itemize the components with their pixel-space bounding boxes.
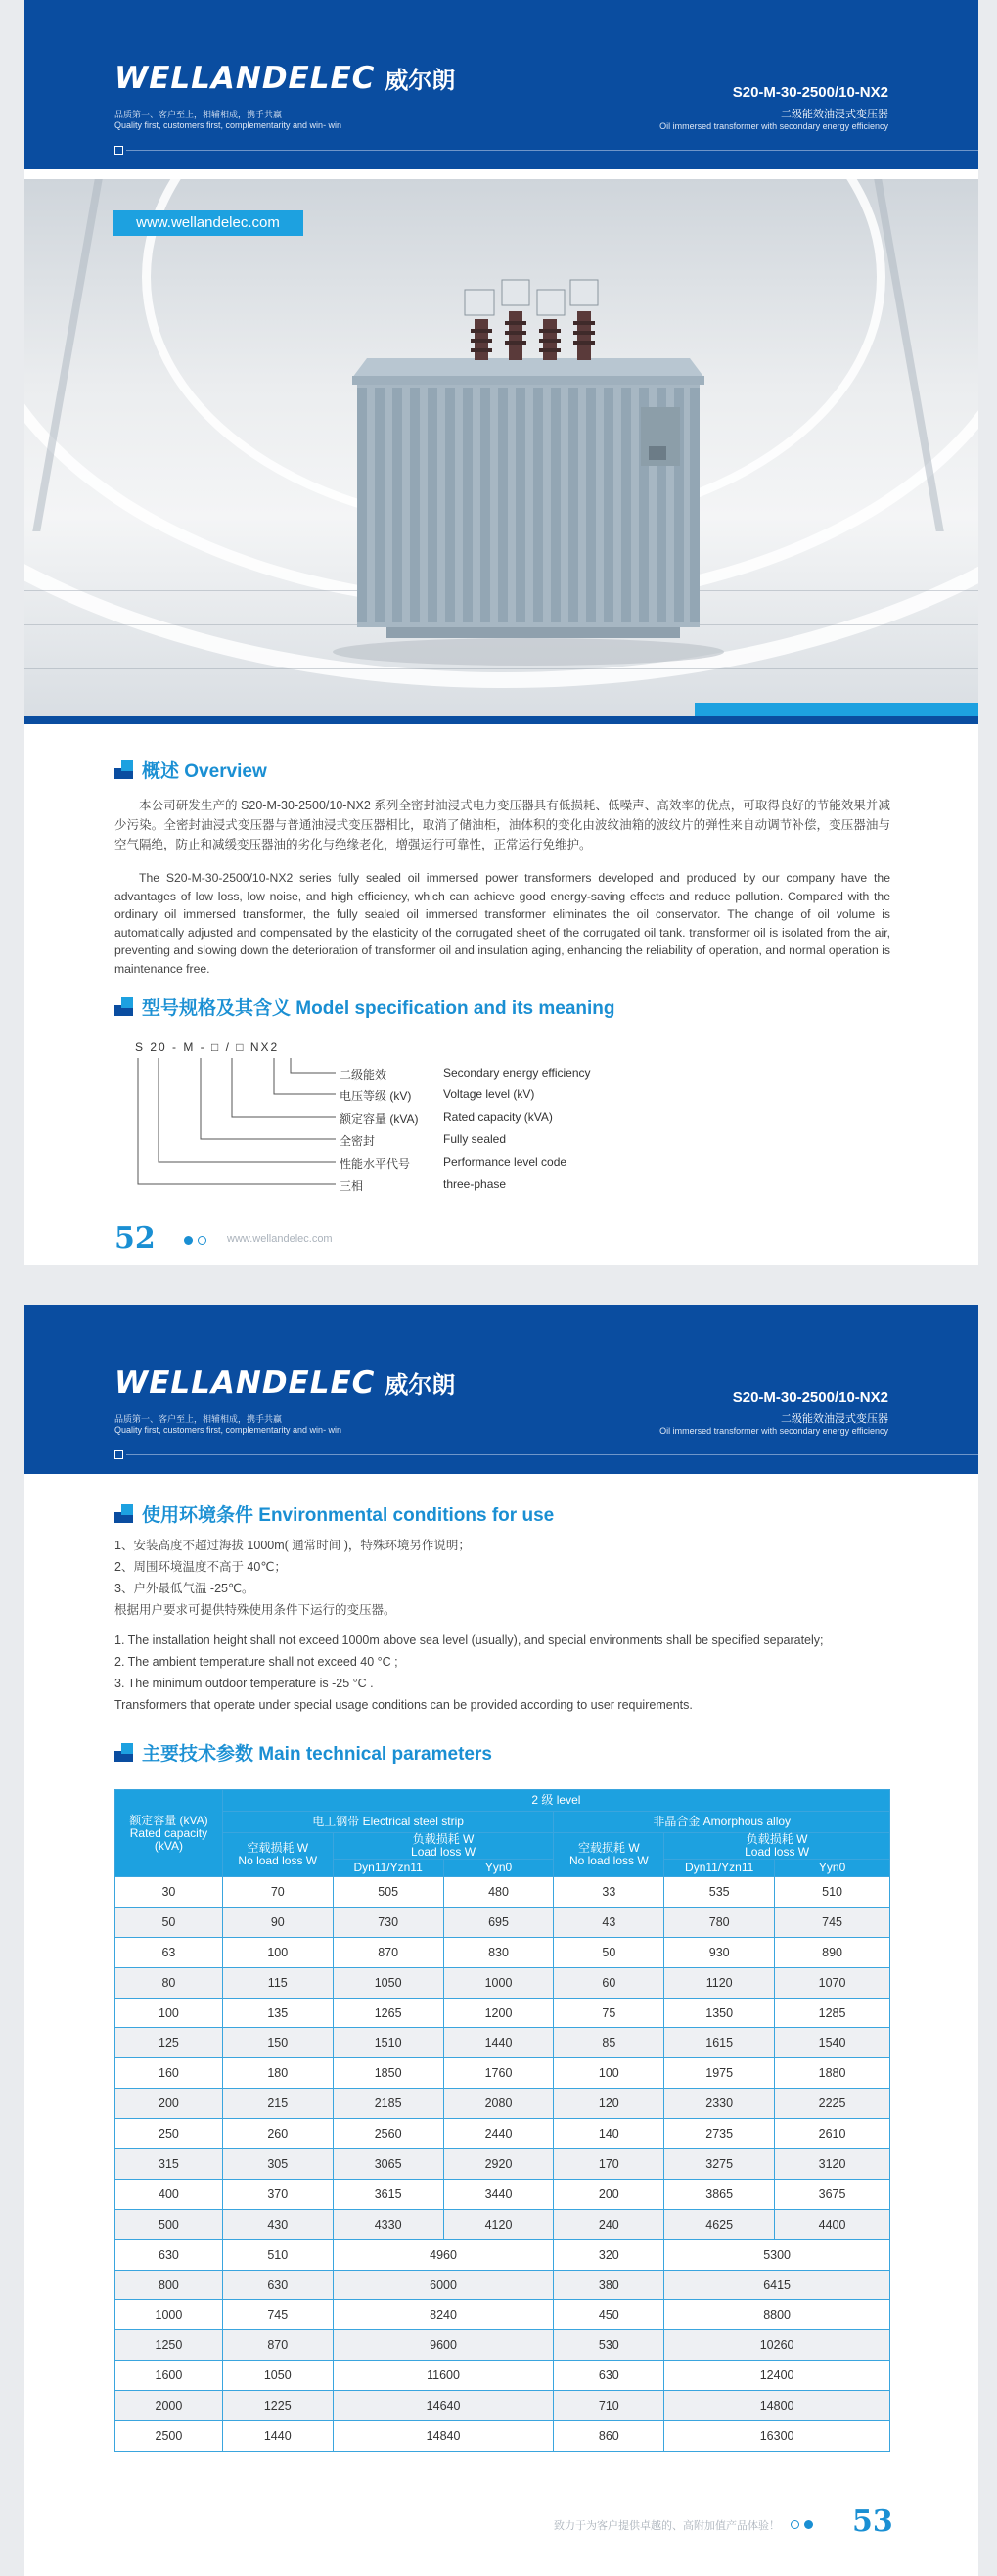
col-header-dyn-amorphous: Dyn11/Yzn11	[664, 1860, 775, 1877]
table-cell: 3675	[775, 2179, 890, 2209]
table-cell: 430	[222, 2209, 333, 2239]
col-header-no-load-steel: 空载损耗 W No load loss W	[222, 1833, 333, 1877]
table-cell: 1285	[775, 1998, 890, 2028]
logo-cn-text: 威尔朗	[385, 1371, 456, 1399]
table-cell: 1000	[115, 2300, 223, 2330]
table-cell: 1350	[664, 1998, 775, 2028]
table-cell: 630	[222, 2270, 333, 2300]
hero-bottom-bar	[24, 716, 978, 724]
model-spec-heading	[114, 993, 615, 1020]
table-cell: 3865	[664, 2179, 775, 2209]
table-cell: 400	[115, 2179, 223, 2209]
slogan-cn: 品质第一、客户至上，相辅相成，携手共赢	[114, 110, 283, 119]
product-code: S20-M-30-2500/10-NX2	[732, 1389, 888, 1405]
table-cell: 4960	[333, 2239, 554, 2270]
table-cell: 140	[554, 2119, 664, 2149]
table-cell: 50	[554, 1937, 664, 1967]
table-cell: 4625	[664, 2209, 775, 2239]
table-cell: 30	[115, 1877, 223, 1908]
table-row	[115, 2391, 890, 2421]
col-header-dyn-steel: Dyn11/Yzn11	[333, 1860, 443, 1877]
table-cell: 1510	[333, 2028, 443, 2058]
model-item-en: Performance level code	[443, 1155, 567, 1169]
table-cell: 9600	[333, 2330, 554, 2361]
hero-image	[24, 179, 978, 724]
table-row	[115, 2270, 890, 2300]
table-cell: 43	[554, 1907, 664, 1937]
header-divider	[126, 1454, 978, 1455]
section-icon	[114, 1504, 133, 1523]
product-name-cn: 二级能效油浸式变压器	[781, 109, 888, 120]
env-cn-line: 2、周围环境温度不高于 40℃；	[114, 1560, 287, 1574]
table-row	[115, 2119, 890, 2149]
model-item-cn: 额定容量 (kVA)	[340, 1112, 419, 1126]
table-cell: 1225	[222, 2391, 333, 2421]
overview-title: 概述 Overview	[142, 761, 267, 782]
table-cell: 150	[222, 2028, 333, 2058]
table-cell: 75	[554, 1998, 664, 2028]
col-header-capacity: 额定容量 (kVA) Rated capacity (kVA)	[115, 1790, 223, 1877]
model-spec-title: 型号规格及其含义 Model specification and its meaning	[142, 998, 615, 1019]
table-cell: 315	[115, 2149, 223, 2180]
model-item-en: Fully sealed	[443, 1132, 507, 1146]
table-cell: 930	[664, 1937, 775, 1967]
table-cell: 240	[554, 2209, 664, 2239]
model-code-string: S 20 - M - □ / □ NX2	[135, 1040, 280, 1054]
table-cell: 70	[222, 1877, 333, 1908]
table-cell: 6415	[664, 2270, 890, 2300]
table-cell: 510	[775, 1877, 890, 1908]
overview-en-text: The S20-M-30-2500/10-NX2 series fully sealed oil immersed power transformers developed and produced by our company have the advantages of low loss, low noise, and high efficiency, which can achieve good energy-saving effects and reduce pollution. Compared with the ordinary oil immersed transformer, the fully sealed oil immersed transformer eliminates the oil conservator. The change of oil volume is automatically adjusted and compensated by the elasticity of the corrugated sheet of the corrugated oil tank. transformer oil is isolated from the air, preventing and slowing down the deterioration of transformer oil and insulation aging, enhancing the reliability of operation, and normal operation is maintenance free.	[114, 871, 890, 976]
product-name-cn: 二级能效油浸式变压器	[781, 1413, 888, 1425]
overview-heading	[114, 757, 267, 783]
logo-text: WELLANDELEC	[114, 1365, 376, 1401]
table-body	[115, 1877, 890, 2452]
table-cell: 2500	[115, 2421, 223, 2452]
table-cell: 1050	[333, 1967, 443, 1998]
pager-dot-active	[804, 2520, 813, 2529]
pager-dot-active	[184, 1236, 193, 1245]
table-cell: 530	[554, 2330, 664, 2361]
product-name-en: Oil immersed transformer with secondary energy efficiency	[659, 1426, 888, 1436]
table-cell: 1000	[443, 1967, 554, 1998]
page-number: 52	[114, 1221, 156, 1256]
table-cell: 1120	[664, 1967, 775, 1998]
footer-slogan: 致力于为客户提供卓越的、高附加值产品体验！	[554, 2520, 780, 2532]
table-cell: 100	[115, 1998, 223, 2028]
product-name-en: Oil immersed transformer with secondary energy efficiency	[659, 121, 888, 131]
table-row	[115, 2209, 890, 2239]
table-row	[115, 2058, 890, 2089]
table-cell: 500	[115, 2209, 223, 2239]
table-cell: 2560	[333, 2119, 443, 2149]
col-header-level: 2 级 level	[222, 1790, 889, 1812]
transformer-illustration	[318, 251, 739, 671]
header-divider	[126, 150, 978, 151]
table-cell: 16300	[664, 2421, 890, 2452]
model-item-cn: 三相	[340, 1179, 364, 1193]
page-header	[24, 1305, 978, 1474]
table-row	[115, 2089, 890, 2119]
table-cell: 870	[222, 2330, 333, 2361]
section-icon	[114, 760, 133, 779]
col-header-yyn-amorphous: Yyn0	[775, 1860, 890, 1877]
table-cell: 320	[554, 2239, 664, 2270]
table-cell: 260	[222, 2119, 333, 2149]
table-cell: 135	[222, 1998, 333, 2028]
table-cell: 830	[443, 1937, 554, 1967]
table-row	[115, 2330, 890, 2361]
table-cell: 11600	[333, 2361, 554, 2391]
table-cell: 100	[222, 1937, 333, 1967]
section-icon	[114, 1743, 133, 1762]
table-cell: 90	[222, 1907, 333, 1937]
table-cell: 2000	[115, 2391, 223, 2421]
table-cell: 2735	[664, 2119, 775, 2149]
brand-logo	[114, 1365, 455, 1401]
col-header-yyn-steel: Yyn0	[443, 1860, 554, 1877]
table-cell: 6000	[333, 2270, 554, 2300]
table-cell: 710	[554, 2391, 664, 2421]
col-header-load-amorphous: 负载损耗 W Load loss W	[664, 1833, 890, 1860]
page-header	[24, 0, 978, 169]
model-item-en: Voltage level (kV)	[443, 1087, 535, 1101]
table-cell: 3275	[664, 2149, 775, 2180]
page-number: 53	[852, 2505, 893, 2539]
env-en-line: 1. The installation height shall not exceed 1000m above sea level (usually), and special environments shall be specified separately;	[114, 1633, 824, 1647]
table-cell: 510	[222, 2239, 333, 2270]
table-cell: 200	[554, 2179, 664, 2209]
brand-logo	[114, 61, 455, 96]
table-cell: 8240	[333, 2300, 554, 2330]
table-cell: 14800	[664, 2391, 890, 2421]
table-cell: 1880	[775, 2058, 890, 2089]
table-cell: 3615	[333, 2179, 443, 2209]
table-cell: 1540	[775, 2028, 890, 2058]
table-cell: 305	[222, 2149, 333, 2180]
logo-cn-text: 威尔朗	[385, 67, 456, 94]
table-row	[115, 1907, 890, 1937]
table-cell: 1600	[115, 2361, 223, 2391]
table-cell: 860	[554, 2421, 664, 2452]
slogan-cn: 品质第一、客户至上，相辅相成，携手共赢	[114, 1414, 283, 1424]
model-item-en: Rated capacity (kVA)	[443, 1110, 553, 1124]
table-cell: 60	[554, 1967, 664, 1998]
table-cell: 1050	[222, 2361, 333, 2391]
header-square-marker	[114, 1450, 123, 1459]
table-cell: 14840	[333, 2421, 554, 2452]
table-cell: 80	[115, 1967, 223, 1998]
table-cell: 50	[115, 1907, 223, 1937]
logo-text: WELLANDELEC	[114, 61, 376, 96]
table-cell: 535	[664, 1877, 775, 1908]
table-row	[115, 1937, 890, 1967]
table-cell: 115	[222, 1967, 333, 1998]
env-en-line: 2. The ambient temperature shall not exceed 40 °C ;	[114, 1655, 398, 1669]
table-cell: 2330	[664, 2089, 775, 2119]
table-cell: 1070	[775, 1967, 890, 1998]
table-cell: 1200	[443, 1998, 554, 2028]
table-cell: 14640	[333, 2391, 554, 2421]
table-row	[115, 1877, 890, 1908]
params-heading	[114, 1739, 492, 1766]
table-cell: 12400	[664, 2361, 890, 2391]
table-cell: 160	[115, 2058, 223, 2089]
model-item-cn: 全密封	[340, 1134, 376, 1148]
params-title: 主要技术参数 Main technical parameters	[142, 1744, 492, 1765]
table-row	[115, 2361, 890, 2391]
overview-cn-text: 本公司研发生产的 S20-M-30-2500/10-NX2 系列全密封油浸式电力变压器具有低损耗、低噪声、高效率的优点，可取得良好的节能效果并减少污染。全密封油浸式变压器与普通油浸式变压器相比，取消了储油柜，油体积的变化由波纹油箱的波纹片的弹性来自动调节补偿，变压器油与空气隔绝，防止和减缓变压器油的劣化与绝缘老化，增强运行可靠性，正常运行免维护。	[114, 799, 890, 851]
table-row	[115, 2300, 890, 2330]
environment-title: 使用环境条件 Environmental conditions for use	[142, 1505, 555, 1526]
table-row	[115, 2421, 890, 2452]
col-header-steel: 电工钢带 Electrical steel strip	[222, 1812, 554, 1833]
table-cell: 1265	[333, 1998, 443, 2028]
table-cell: 8800	[664, 2300, 890, 2330]
environment-heading	[114, 1500, 554, 1527]
table-cell: 33	[554, 1877, 664, 1908]
table-cell: 3065	[333, 2149, 443, 2180]
table-cell: 180	[222, 2058, 333, 2089]
slogan-en: Quality first, customers first, complementarity and win- win	[114, 1425, 342, 1435]
table-cell: 480	[443, 1877, 554, 1908]
table-cell: 450	[554, 2300, 664, 2330]
table-cell: 745	[775, 1907, 890, 1937]
pager-dot	[198, 1236, 206, 1245]
env-en-line: 3. The minimum outdoor temperature is -25 °C .	[114, 1677, 374, 1690]
table-row	[115, 2179, 890, 2209]
table-row	[115, 2028, 890, 2058]
table-cell: 780	[664, 1907, 775, 1937]
col-header-no-load-amorphous: 空载损耗 W No load loss W	[554, 1833, 664, 1877]
table-cell: 63	[115, 1937, 223, 1967]
table-cell: 800	[115, 2270, 223, 2300]
table-cell: 380	[554, 2270, 664, 2300]
table-cell: 890	[775, 1937, 890, 1967]
catalog-page-52	[24, 0, 978, 1265]
table-cell: 370	[222, 2179, 333, 2209]
col-header-load-steel: 负载损耗 W Load loss W	[333, 1833, 554, 1860]
table-cell: 1850	[333, 2058, 443, 2089]
table-row	[115, 1967, 890, 1998]
table-cell: 1440	[222, 2421, 333, 2452]
table-cell: 630	[554, 2361, 664, 2391]
pager-dot	[791, 2520, 799, 2529]
technical-parameters-table	[114, 1789, 890, 2452]
table-cell: 1615	[664, 2028, 775, 2058]
table-cell: 10260	[664, 2330, 890, 2361]
env-en-line: Transformers that operate under special usage conditions can be provided according to user requirements.	[114, 1698, 693, 1712]
table-row	[115, 2149, 890, 2180]
header-square-marker	[114, 146, 123, 155]
col-header-amorphous: 非晶合金 Amorphous alloy	[554, 1812, 890, 1833]
table-cell: 85	[554, 2028, 664, 2058]
table-cell: 120	[554, 2089, 664, 2119]
table-row	[115, 1998, 890, 2028]
table-row	[115, 2239, 890, 2270]
table-cell: 1760	[443, 2058, 554, 2089]
env-cn-line: 1、安装高度不超过海拔 1000m( 通常时间 )，特殊环境另作说明；	[114, 1539, 471, 1552]
table-cell: 250	[115, 2119, 223, 2149]
table-cell: 2610	[775, 2119, 890, 2149]
env-cn-line: 3、户外最低气温 -25℃。	[114, 1582, 254, 1595]
table-cell: 2225	[775, 2089, 890, 2119]
table-cell: 4400	[775, 2209, 890, 2239]
table-cell: 5300	[664, 2239, 890, 2270]
model-item-en: Secondary energy efficiency	[443, 1066, 591, 1080]
table-cell: 170	[554, 2149, 664, 2180]
table-cell: 4120	[443, 2209, 554, 2239]
table-cell: 1250	[115, 2330, 223, 2361]
env-cn-line: 根据用户要求可提供特殊使用条件下运行的变压器。	[114, 1603, 396, 1617]
table-cell: 505	[333, 1877, 443, 1908]
product-code: S20-M-30-2500/10-NX2	[732, 84, 888, 101]
table-cell: 4330	[333, 2209, 443, 2239]
table-cell: 125	[115, 2028, 223, 2058]
section-icon	[114, 997, 133, 1016]
hero-accent-bar	[695, 703, 978, 716]
table-cell: 200	[115, 2089, 223, 2119]
table-cell: 2920	[443, 2149, 554, 2180]
table-cell: 3120	[775, 2149, 890, 2180]
table-cell: 695	[443, 1907, 554, 1937]
table-cell: 745	[222, 2300, 333, 2330]
website-badge[interactable]: www.wellandelec.com	[113, 210, 303, 236]
table-cell: 1975	[664, 2058, 775, 2089]
table-cell: 1440	[443, 2028, 554, 2058]
footer-url[interactable]: www.wellandelec.com	[227, 1233, 333, 1245]
table-cell: 730	[333, 1907, 443, 1937]
table-cell: 2185	[333, 2089, 443, 2119]
table-cell: 2440	[443, 2119, 554, 2149]
model-item-cn: 二级能效	[340, 1068, 387, 1081]
table-cell: 100	[554, 2058, 664, 2089]
model-item-cn: 性能水平代号	[340, 1157, 411, 1171]
table-cell: 870	[333, 1937, 443, 1967]
table-cell: 630	[115, 2239, 223, 2270]
table-cell: 215	[222, 2089, 333, 2119]
table-cell: 2080	[443, 2089, 554, 2119]
model-item-en: three-phase	[443, 1177, 507, 1191]
model-item-cn: 电压等级 (kV)	[340, 1089, 412, 1103]
table-cell: 3440	[443, 2179, 554, 2209]
catalog-page-53	[24, 1305, 978, 2576]
slogan-en: Quality first, customers first, complementarity and win- win	[114, 120, 342, 130]
